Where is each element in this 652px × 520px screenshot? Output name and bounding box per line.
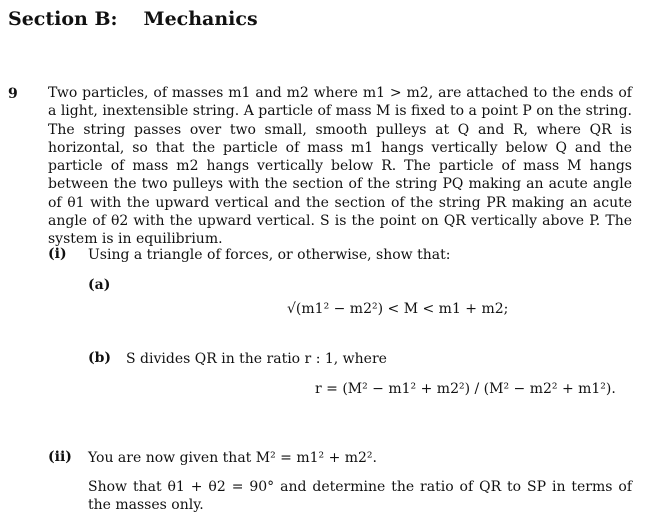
- section-title: [8, 8, 258, 30]
- part-i-label: (i): [48, 246, 67, 262]
- part-b-text: S divides QR in the ratio r : 1, where: [126, 351, 387, 367]
- part-ii-label: (ii): [48, 449, 72, 465]
- part-a-label: (a): [88, 277, 111, 293]
- ratio-formula: r = (M² − m1² + m2²) / (M² − m2² + m1²).: [315, 381, 616, 397]
- inequality-a: √(m1² − m2²) < M < m1 + m2;: [287, 301, 509, 317]
- part-i-text: Using a triangle of forces, or otherwise, show that:: [88, 247, 451, 263]
- section-label: Section B:: [8, 8, 118, 30]
- part-ii-task: Show that θ1 + θ2 = 90° and determine the ratio of QR to SP in terms of the masses only.: [88, 479, 632, 514]
- question-number: 9: [8, 86, 18, 102]
- part-b-label: (b): [88, 350, 112, 366]
- part-ii-given: You are now given that M² = m1² + m2².: [88, 450, 377, 466]
- question-intro: Two particles, of masses m1 and m2 where m1 > m2, are attached to the ends of a light, inextensible string. A particle of mass M is fixed to a point P on the string. The string passes over two small, smooth pulleys at Q and R, where QR is horizontal, so that the particle of mass m1 hangs vertically below Q and the particle of mass m2 hangs vertically below R. The particle of mass M hangs between the two pulleys with the section of the string PQ making an acute angle of θ1 with the upward vertical and the section of the string PR making an acute angle of θ2 with the upward vertical. S is the point on QR vertically above P. The system is in equilibrium.: [48, 85, 632, 248]
- section-name: Mechanics: [143, 8, 258, 30]
